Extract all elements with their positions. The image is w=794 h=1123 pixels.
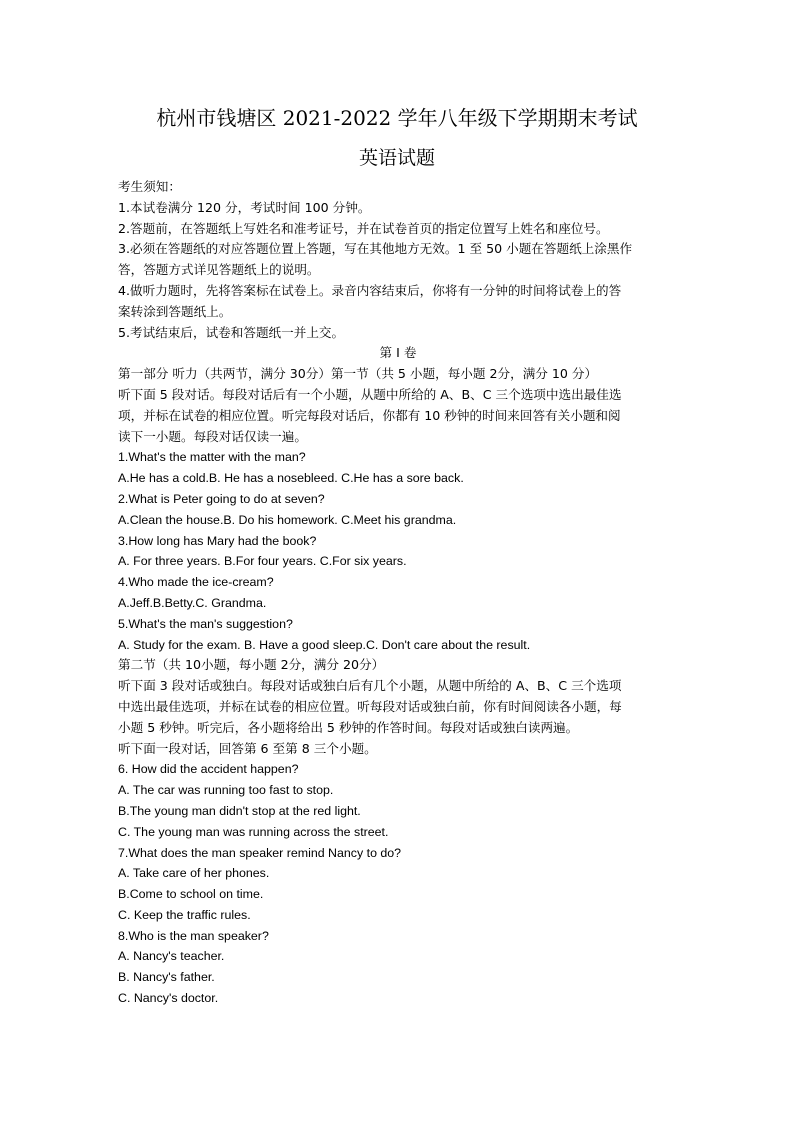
question-8-option-c: C. Nancy's doctor. [118, 991, 219, 1006]
notice-item-5: 5.考试结束后，试卷和答题纸一并上交。 [118, 324, 345, 340]
notice-item-4-line-2: 案转涂到答题纸上。 [118, 303, 232, 319]
question-3: 3.How long has Mary had the book? [118, 533, 317, 548]
part2-heading: 第二节（共 10小题，每小题 2分，满分 20分） [118, 657, 385, 673]
part1-instruction-line-2: 项，并标在试卷的相应位置。听完每段对话后，你都有 10 秒钟的时间来回答有关小题和阅 [118, 407, 621, 423]
notice-item-3-line-2: 答，答题方式详见答题纸上的说明。 [118, 262, 320, 278]
part2-instruction-line-1: 听下面 3 段对话或独白。每段对话或独白后有几个小题，从题中所给的 A、B、C 三个选项 [118, 678, 622, 694]
question-7-option-c: C. Keep the traffic rules. [118, 907, 251, 922]
notice-item-2: 2.答题前，在答题纸上写姓名和准考证号，并在试卷首页的指定位置写上姓名和座位号。 [118, 220, 609, 236]
part1-instruction-line-1: 听下面 5 段对话。每段对话后有一个小题，从题中所给的 A、B、C 三个选项中选出最佳选 [118, 386, 622, 402]
question-7-option-a: A. Take care of her phones. [118, 866, 270, 881]
part1-instruction-line-3: 读下一小题。每段对话仅读一遍。 [118, 428, 307, 444]
notice-item-4-line-1: 4.做听力题时，先将答案标在试卷上。录音内容结束后，你将有一分钟的时间将试卷上的答 [118, 282, 622, 298]
part1-heading: 第一部分 听力（共两节，满分 30分）第一节（共 5 小题，每小题 2分，满分 10 分） [118, 366, 598, 382]
notice-item-1: 1.本试卷满分 120 分，考试时间 100 分钟。 [118, 199, 371, 215]
volume-label: 第 I 卷 [379, 345, 417, 361]
question-1-options: A.He has a cold.B. He has a nosebleed. C.He has a sore back. [118, 471, 464, 486]
question-6-option-b: B.The young man didn't stop at the red light. [118, 803, 361, 818]
question-8-option-b: B. Nancy's father. [118, 970, 215, 985]
question-7: 7.What does the man speaker remind Nancy to do? [118, 845, 402, 860]
question-5-options: A. Study for the exam. B. Have a good sleep.C. Don't care about the result. [118, 637, 531, 652]
question-4: 4.Who made the ice-cream? [118, 575, 274, 590]
question-8: 8.Who is the man speaker? [118, 928, 269, 943]
question-3-options: A. For three years. B.For four years. C.For six years. [118, 554, 407, 569]
question-2-options: A.Clean the house.B. Do his homework. C.Meet his grandma. [118, 512, 457, 527]
part2-instruction-line-2: 中选出最佳选项，并标在试卷的相应位置。听每段对话或独白前，你有时间阅读各小题，每 [118, 698, 622, 714]
question-6: 6. How did the accident happen? [118, 762, 299, 777]
question-8-option-a: A. Nancy's teacher. [118, 949, 225, 964]
part2-instruction-line-3: 小题 5 秒钟。听完后，各小题将给出 5 秒钟的作答时间。每段对话或独白读两遍。 [118, 719, 579, 735]
question-4-options: A.Jeff.B.Betty.C. Grandma. [118, 595, 267, 610]
page-subtitle: 英语试题 [358, 147, 435, 169]
part2-sub-instruction: 听下面一段对话，回答第 6 至第 8 三个小题。 [118, 740, 377, 756]
exam-body [118, 177, 678, 1009]
notice-heading: 考生须知： [118, 179, 181, 194]
notice-item-3-line-1: 3.必须在答题纸的对应答题位置上答题，写在其他地方无效。1 至 50 小题在答题纸上涂黑作 [118, 241, 633, 257]
question-5: 5.What's the man's suggestion? [118, 616, 293, 631]
question-7-option-b: B.Come to school on time. [118, 887, 264, 902]
question-1: 1.What's the matter with the man? [118, 450, 306, 465]
question-2: 2.What is Peter going to do at seven? [118, 491, 325, 506]
page-title: 杭州市钱塘区 2021-2022 学年八年级下学期期末考试 [156, 106, 638, 130]
question-6-option-c: C. The young man was running across the street. [118, 824, 389, 839]
question-6-option-a: A. The car was running too fast to stop. [118, 783, 334, 798]
